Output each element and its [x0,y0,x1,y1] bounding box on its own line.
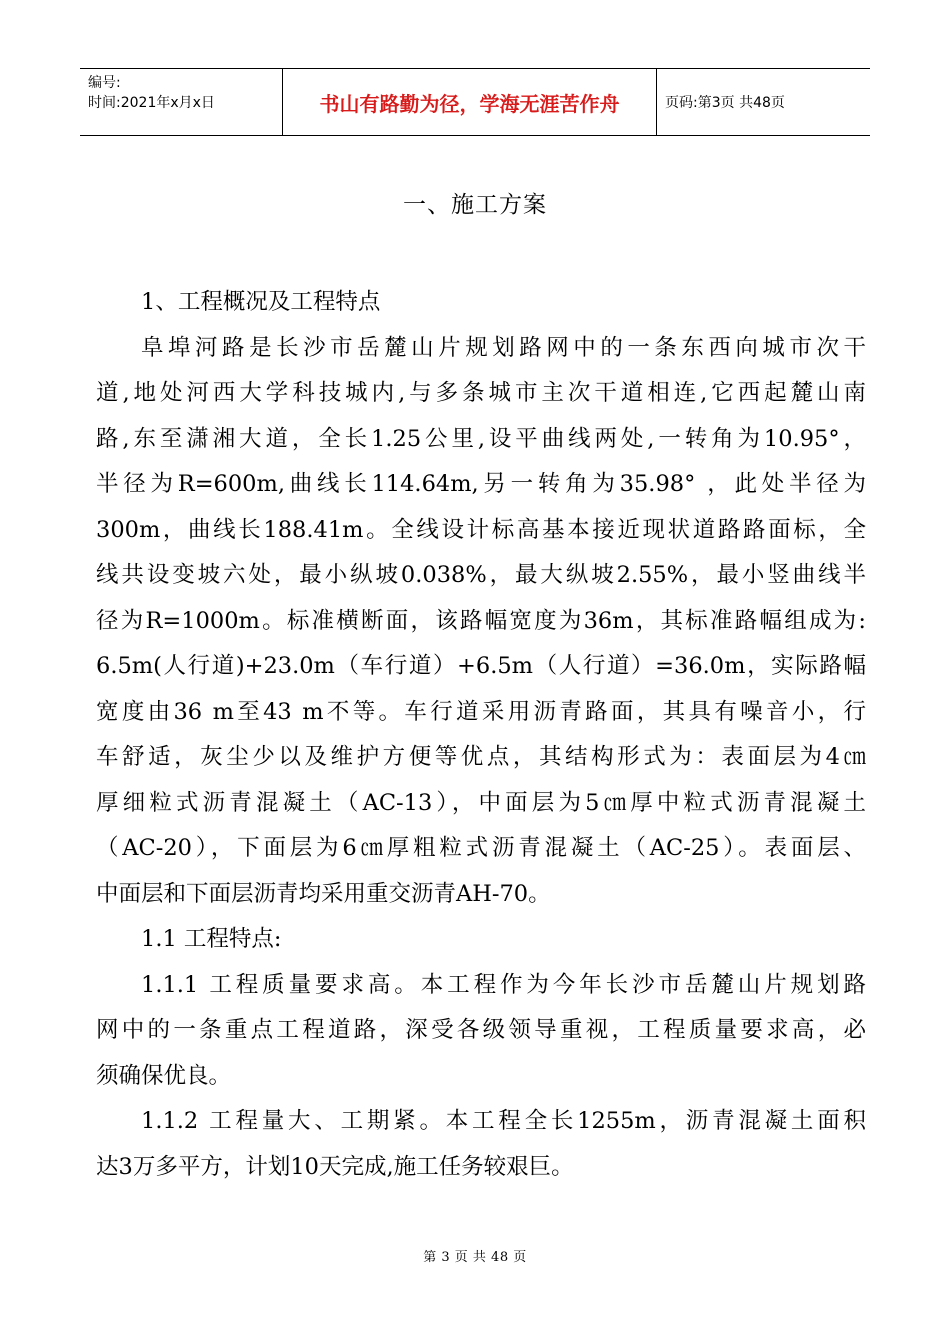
page-header [80,68,870,136]
paragraph-line: 300m，曲线长188.41m。全线设计标高基本接近现状道路路面标，全 [96,516,866,543]
paragraph-line: 厚细粒式沥青混凝土（AC-13），中面层为5㎝厚中粒式沥青混凝土 [96,789,866,816]
document-title: 一、施工方案 [403,192,547,218]
paragraph-line: 径为R=1000m。标准横断面，该路幅宽度为36m，其标准路幅组成为: [96,607,866,634]
document-body [96,280,866,1190]
paragraph-line: 宽度由36 m至43 m不等。车行道采用沥青路面，其具有噪音小，行 [96,698,866,725]
paragraph-line: （AC-20），下面层为6㎝厚粗粒式沥青混凝土（AC-25）。表面层、 [96,835,866,861]
paragraph-line: 中面层和下面层沥青均采用重交沥青AH-70。 [96,880,551,907]
page-footer: 第 3 页 共 48 页 [423,1250,527,1265]
header-meta [80,69,283,135]
paragraph-line: 半径为R=600m,曲线长114.64m,另一转角为35.98° ，此处半径为 [96,471,866,497]
paragraph-line: 车舒适，灰尘少以及维护方便等优点，其结构形式为：表面层为4㎝ [96,744,866,770]
paragraph-line: 网中的一条重点工程道路，深受各级领导重视，工程质量要求高，必 [96,1017,866,1043]
paragraph-line: 须确保优良。 [96,1062,232,1089]
item-1-1-2 [96,1099,866,1190]
header-time-label: 时间:2021年x月x日 [88,95,215,111]
header-number-label: 编号: [88,75,121,91]
overview-paragraph [96,326,866,918]
paragraph-line: 1.1.1 工程质量要求高。本工程作为今年长沙市岳麓山片规划路 [141,971,866,998]
paragraph-line: 路,东至潇湘大道，全长1.25公里,设平曲线两处,一转角为10.95°， [96,425,866,452]
paragraph-line: 1.1.2 工程量大、工期紧。本工程全长1255m，沥青混凝土面积 [141,1108,866,1134]
section-heading: 1、工程概况及工程特点 [141,289,381,315]
paragraph-line: 达3万多平方，计划10天完成,施工任务较艰巨。 [96,1153,574,1180]
subsection-heading: 1.1 工程特点: [141,926,282,952]
header-page-code: 页码:第3页 共48页 [665,95,785,111]
header-motto: 书山有路勤为径，学海无涯苦作舟 [283,69,657,135]
paragraph-line: 线共设变坡六处，最小纵坡0.038%，最大纵坡2.55%，最小竖曲线半 [96,562,866,588]
paragraph-line: 道,地处河西大学科技城内,与多条城市主次干道相连,它西起麓山南 [96,380,866,406]
paragraph-line: 阜埠河路是长沙市岳麓山片规划路网中的一条东西向城市次干 [141,334,866,361]
item-1-1-1 [96,963,866,1100]
paragraph-line: 6.5m(人行道)+23.0m（车行道）+6.5m（人行道）=36.0m，实际路幅 [96,653,866,679]
